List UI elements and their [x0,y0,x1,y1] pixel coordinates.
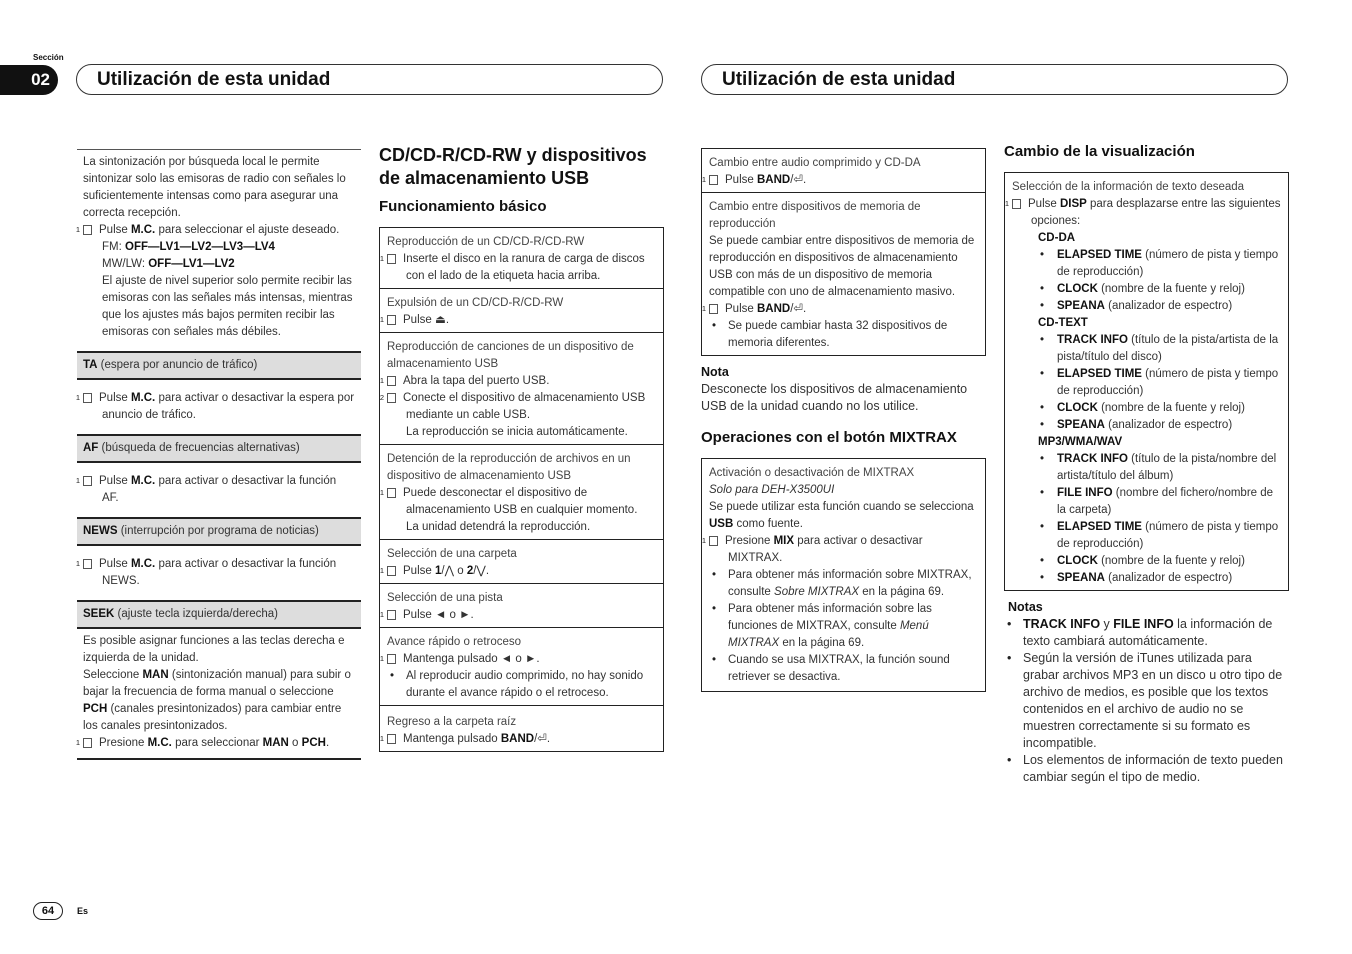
section-number-badge: 02 [0,65,58,95]
page-number: 64 [33,902,63,920]
seek-block [77,633,361,760]
local-seek-block [77,149,361,347]
band-return-icon: /⏎ [534,733,547,745]
play-usb-cell: Reproducción de canciones de un dispositivo de almacenamiento USB 1 Abra la tapa del puerto USB. 2 Conecte el dispositivo de almacenamiento USB mediante un cable USB. La reproducción se inicia automáticamente. [380,332,663,444]
column-radio-settings [77,149,361,760]
text-info-cell: Selección de la información de texto deseada 1 Pulse DISP para desplazarse entre las siguientes opciones: CD-DA • ELAPSED TIME (número de pista y tiempo de reproducción) • CLOCK (nombre de la fuente y reloj) • SPEANA (analizador de espectro) CD-TEXT • TRACK INFO (título de la pista/artista de la pista/título del disco) • ELAPSED TIME (número de pista y tiempo de reproducción) • CLOCK (nombre de la fuente y reloj) • SPEANA (analizador de espectro) MP3/WMA/WAV • TRACK INFO (título de la pista/nombre del artista/título del álbum) • FILE INFO (nombre del fichero/nombre de la carpeta) • ELAPSED TIME (número de pista y tiempo de reproducción) • CLOCK (nombre de la fuente y reloj) • SPEANA (analizador de espectro) [1005,173,1288,590]
mixtrax-ref-link[interactable]: Sobre MIXTRAX [774,586,860,598]
audio-cdda-cell: Cambio entre audio comprimido y CD-DA 1 Pulse BAND/⏎. [701,157,921,186]
stop-usb-cell: Detención de la reproducción de archivos en un dispositivo de almacenamiento USB 1 Puede desconectar el dispositivo de almacenamiento USB en cualquier momento. La unidad detendrá la reproducción. [380,444,663,539]
local-seek-step: 1 Pulse M.C. para seleccionar el ajuste deseado. [75,224,340,236]
step-number-icon: 1 [387,566,396,576]
news-heading: NEWS (interrupción por programa de noticias) [77,517,361,546]
section-label: Sección [33,53,64,62]
option-item: • SPEANA (analizador de espectro) [1012,417,1281,434]
seek-intro: Es posible asignar funciones a las teclas derecha e izquierda de la unidad. [83,635,345,664]
step-number-icon: 1 [387,488,396,498]
seek-description: Seleccione MAN (sintonización manual) para subir o bajar la frecuencia de forma manual o seleccione PCH (canales presintonizados) para cambiar entre los canales presintonizados. [83,669,351,732]
af-block [77,473,361,513]
step-number-icon: 1 [1012,199,1021,209]
level-note: El ajuste de nivel superior solo permite recibir las emisoras con las señales más intensas, mientras que los ajustes más bajos permiten recibir las emisoras con señales más débiles. [102,275,353,338]
option-item: • CLOCK (nombre de la fuente y reloj) [1012,553,1281,570]
option-item: • TRACK INFO (título de la pista/artista de la pista/título del disco) [1012,332,1281,366]
basic-operation-table [379,227,664,752]
step-number-icon: 2 [387,393,396,403]
switching-table [701,148,986,356]
display-title: Cambio de la visualización [1004,143,1195,160]
fm-levels: FM: OFF—LV1—LV2—LV3—LV4 [102,241,275,253]
mixtrax-menu-ref-link[interactable]: Menú MIXTRAX [728,620,929,649]
option-item: • FILE INFO (nombre del fichero/nombre de la carpeta) [1012,485,1281,519]
option-item: • SPEANA (analizador de espectro) [1012,298,1281,315]
option-item: • ELAPSED TIME (número de pista y tiempo de reproducción) [1012,366,1281,400]
step-number-icon: 1 [83,393,92,403]
mixtrax-cell: Activación o desactivación de MIXTRAX Solo para DEH-X3500UI Se puede utilizar esta función cuando se selecciona USB como fuente. 1 Presione MIX para activar o desactivar MIXTRAX. • Para obtener más información sobre MIXTRAX, consulte Sobre MIXTRAX en la página 69. • Para obtener más información sobre las funciones de MIXTRAX, consulte Menú MIXTRAX en la página 69. • Cuando se usa MIXTRAX, la función sound retriever se desactiva. [702,459,985,691]
seek-heading: SEEK (ajuste tecla izquierda/derecha) [77,600,361,629]
column-switching-mixtrax [701,148,986,692]
note-text: Desconecte los dispositivos de almacenamiento USB de la unidad cuando no los utilice. [701,382,968,413]
option-group-name: CD-TEXT [1038,317,1088,329]
option-item: • SPEANA (analizador de espectro) [1012,570,1281,587]
notes-title: Notas [1008,600,1043,614]
note-item: • Los elementos de información de texto pueden cambiar según el tipo de medio. [1004,752,1289,786]
eject-cd-cell: Expulsión de un CD/CD-R/CD-RW 1 Pulse ⏏. [380,288,663,332]
up-arrow-icon: /⋀ [441,565,455,577]
step-number-icon: 1 [387,315,396,325]
step-number-icon: 1 [83,559,92,569]
news-block [77,556,361,596]
news-step: 1 Pulse M.C. para activar o desactivar la función NEWS. [75,558,337,587]
basic-operation-subtitle: Funcionamiento básico [379,198,547,215]
ta-step: 1 Pulse M.C. para activar o desactivar la espera por anuncio de tráfico. [75,392,355,421]
ta-heading: TA (espera por anuncio de tráfico) [77,351,361,380]
note-item: • Según la versión de iTunes utilizada para grabar archivos MP3 en un disco u otro tipo de archivo de medios, es posible que los textos contenidos en el archivo de audio no se muestren correctamente si su formato es incompatible. [1004,650,1289,752]
step-number-icon: 1 [83,476,92,486]
mixtrax-title: Operaciones con el botón MIXTRAX [701,429,957,446]
step-number-icon: 1 [387,654,396,664]
step-number-icon: 1 [709,175,718,185]
step-number-icon: 1 [387,610,396,620]
note-title: Nota [701,365,729,379]
step-number-icon: 1 [387,254,396,264]
page-title-right: Utilización de esta unidad [701,64,1288,95]
mixtrax-table [701,458,986,692]
step-number-icon: 1 [83,225,92,235]
af-step: 1 Pulse M.C. para activar o desactivar la función AF. [75,475,337,504]
column-cd-usb [379,144,664,752]
option-item: • CLOCK (nombre de la fuente y reloj) [1012,400,1281,417]
seek-step: 1 Presione M.C. para seleccionar MAN o PCH. [75,737,330,749]
band-return-icon: /⏎ [790,303,804,315]
option-item: • TRACK INFO (título de la pista/nombre del artista/título del álbum) [1012,451,1281,485]
cd-usb-title: CD/CD-R/CD-RW y dispositivos de almacenamiento USB [379,145,647,188]
root-folder-cell: Regreso a la carpeta raíz 1 Mantenga pulsado BAND/⏎. [380,705,663,751]
option-group-name: MP3/WMA/WAV [1038,436,1123,448]
fast-forward-cell: Avance rápido o retroceso 1 Mantenga pulsado ◄ o ►. • Al reproducir audio comprimido, no hay sonido durante el avance rápido o el retroceso. [380,627,663,705]
step-number-icon: 1 [709,304,718,314]
step-number-icon: 1 [387,734,396,744]
language-code: Es [77,906,89,916]
step-number-icon: 1 [83,738,92,748]
step-number-icon: 1 [709,536,718,546]
option-group-name: CD-DA [1038,232,1076,244]
step-number-icon: 1 [387,376,396,386]
play-cd-cell: Reproducción de un CD/CD-R/CD-RW 1 Inserte el disco en la ranura de carga de discos con el lado de la etiqueta hacia arriba. [379,236,645,282]
af-heading: AF (búsqueda de frecuencias alternativas) [77,434,361,463]
select-folder-cell: Selección de una carpeta 1 Pulse 1/⋀ o 2/⋁. [380,539,663,583]
local-seek-intro: La sintonización por búsqueda local le permite sintonizar solo las emisoras de radio con señales lo suficientemente intensas como para asegurar una correcta recepción. [83,156,346,219]
display-option-groups [1012,230,1281,587]
note-item: • TRACK INFO y FILE INFO la información de texto cambiará automáticamente. [1004,616,1289,650]
select-track-cell: Selección de una pista 1 Pulse ◄ o ►. [380,583,663,627]
band-return-icon: /⏎ [790,174,804,186]
page-title-left: Utilización de esta unidad [76,64,663,95]
ta-block [77,390,361,430]
down-arrow-icon: /⋁ [473,565,486,577]
option-item: • CLOCK (nombre de la fuente y reloj) [1012,281,1281,298]
option-item: • ELAPSED TIME (número de pista y tiempo de reproducción) [1012,519,1281,553]
option-item: • ELAPSED TIME (número de pista y tiempo de reproducción) [1012,247,1281,281]
display-table [1004,172,1289,591]
mw-levels: MW/LW: OFF—LV1—LV2 [102,258,235,270]
column-display [1004,143,1289,786]
memory-device-cell: Cambio entre dispositivos de memoria de reproducción Se puede cambiar entre dispositivos de memoria de reproducción en dispositivos de almacenamiento USB con más de un dispositivo de memoria compatible con uno de almacenamiento masivo. 1 Pulse BAND/⏎. • Se puede cambiar hasta 32 dispositivos de memoria diferentes. [702,192,985,355]
